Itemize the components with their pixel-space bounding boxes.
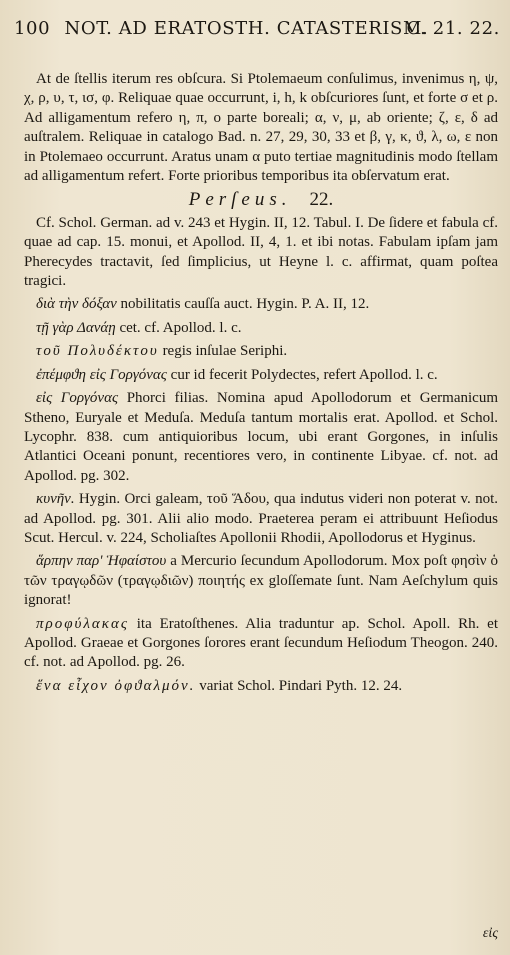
page-body: [24, 70, 498, 700]
chapter-reference: C. 21. 22.: [406, 18, 500, 39]
note-text: Phorci filias. Nomina apud Apollodorum et Germanicum Stheno, Euryale et Meduſa. Meduſa tantum mortalis erat. Apollod. et Schol. Lycophr. 838. cum antiquioribus locum, ubi erant Gorgones, in inſulis Atlantici Oceani ponunt, recentiores vero, in continente Libyae. cf. not. ad Apollod. pg. 302.: [24, 390, 498, 484]
section-title: Perſeus.: [188, 189, 292, 211]
catchword: εἰς: [482, 926, 498, 941]
greek-lemma: τῇ γὰρ Δανάῃ: [36, 319, 116, 336]
greek-lemma: προφύλακας: [36, 615, 129, 632]
greek-lemma: ἐπέμφϑη εἰς Γοργόνας: [36, 366, 167, 383]
note-paragraph: [24, 490, 498, 548]
note-text: variat Schol. Pindari Pyth. 12. 24.: [199, 677, 403, 694]
note-paragraph: [24, 295, 498, 314]
note-text: cur id fecerit Polydectes, refert Apollod. l. c.: [170, 366, 438, 383]
note-text: ita Eratoſthenes. Alia traduntur ap. Schol. Apoll. Rh. et Apollod. Graeae et Gorgones ſorores erant ſecundum Heſiodum Theogon. 240. cf. not. ad Apollod. pg. 26.: [24, 615, 498, 671]
greek-lemma: ἕνα εἶχον ὀφϑαλμόν.: [36, 677, 196, 694]
greek-lemma: κυνῆν.: [36, 491, 75, 508]
note-text: cet. cf. Apollod. l. c.: [119, 319, 242, 336]
note-text: a Mercurio ſecundum Apollodorum. Mox poſt φησὶν ὁ τῶν τραγῳδῶν (τραγῳδιῶν) ποιητής ex gloſſemate ſunt. Nam Aeſchylum quis ignorat!: [24, 553, 499, 609]
note-text: regis inſulae Seriphi.: [162, 343, 288, 360]
greek-lemma: τοῦ Πολυδέκτου: [36, 343, 159, 360]
running-title: NOT. AD ERATOSTH. CATASTERISM.: [64, 18, 429, 39]
note-text: Hygin. Orci galeam, τοῦ Ἅδου, qua indutus videri non poterat v. not. ad Apollod. pg. 301. Alii alio modo. Praeterea peram ei attribuunt Heſiodus Scut. Hercul. v. 224, Scholiaſtes Apollonii Rhodii, Apollodorus et Hyginus.: [24, 491, 498, 546]
page-number: 100: [14, 18, 51, 39]
note-paragraph: [24, 214, 498, 292]
note-paragraph: [24, 552, 498, 610]
greek-lemma: εἰς Γοργόνας: [36, 390, 119, 407]
section-number: 22.: [309, 189, 334, 211]
note-paragraph: [24, 677, 498, 696]
note-paragraph: [24, 342, 498, 361]
note-paragraph: [24, 366, 498, 385]
note-paragraph: [24, 389, 498, 486]
note-text: nobilitatis cauſſa auct. Hygin. P. A. II, 12.: [120, 296, 370, 313]
section-heading: [24, 190, 498, 209]
note-paragraph: [24, 319, 498, 338]
running-header: [14, 18, 500, 39]
greek-lemma: διὰ τὴν δόξαν: [36, 296, 117, 313]
note-text: Cf. Schol. German. ad v. 243 et Hygin. II, 12. Tabul. I. De ſidere et fabula cf. quae ad cap. 15. monui, et Apollod. II, 4, 1. et ibi notas. Fabulam ipſam jam Pherecydes tractavit, ſed ſimplicius, ut Heyne l. c. affirmat, quam poſtea tragici.: [24, 214, 498, 290]
intro-paragraph: At de ſtellis iterum res obſcura. Si Ptolemaeum conſulimus, invenimus η, ψ, χ, ρ, υ, τ, ισ, φ. Reliquae quae occurrunt, i, h, k obſcuriores ſunt, et forte σ et ρ. Ad alligamentum refero η, π, ο parte boreali; α, ν, μ, ab oriente; ζ, ε, δ ad auſtralem. Reliquae in catalogo Bad. n. 27, 29, 30, 33 et β, γ, κ, ϑ, λ, ω, ε non in Ptolemaeo occurrunt. Aratus unam α puto tertiae magnitudinis modo ſtellam ad alligamentum refert. Forte prioribus temporibus ita obſervatum erat.: [24, 71, 498, 185]
note-paragraph: [24, 615, 498, 673]
greek-lemma: ἅρπην παρ' Ἡφαίστου: [36, 553, 167, 570]
